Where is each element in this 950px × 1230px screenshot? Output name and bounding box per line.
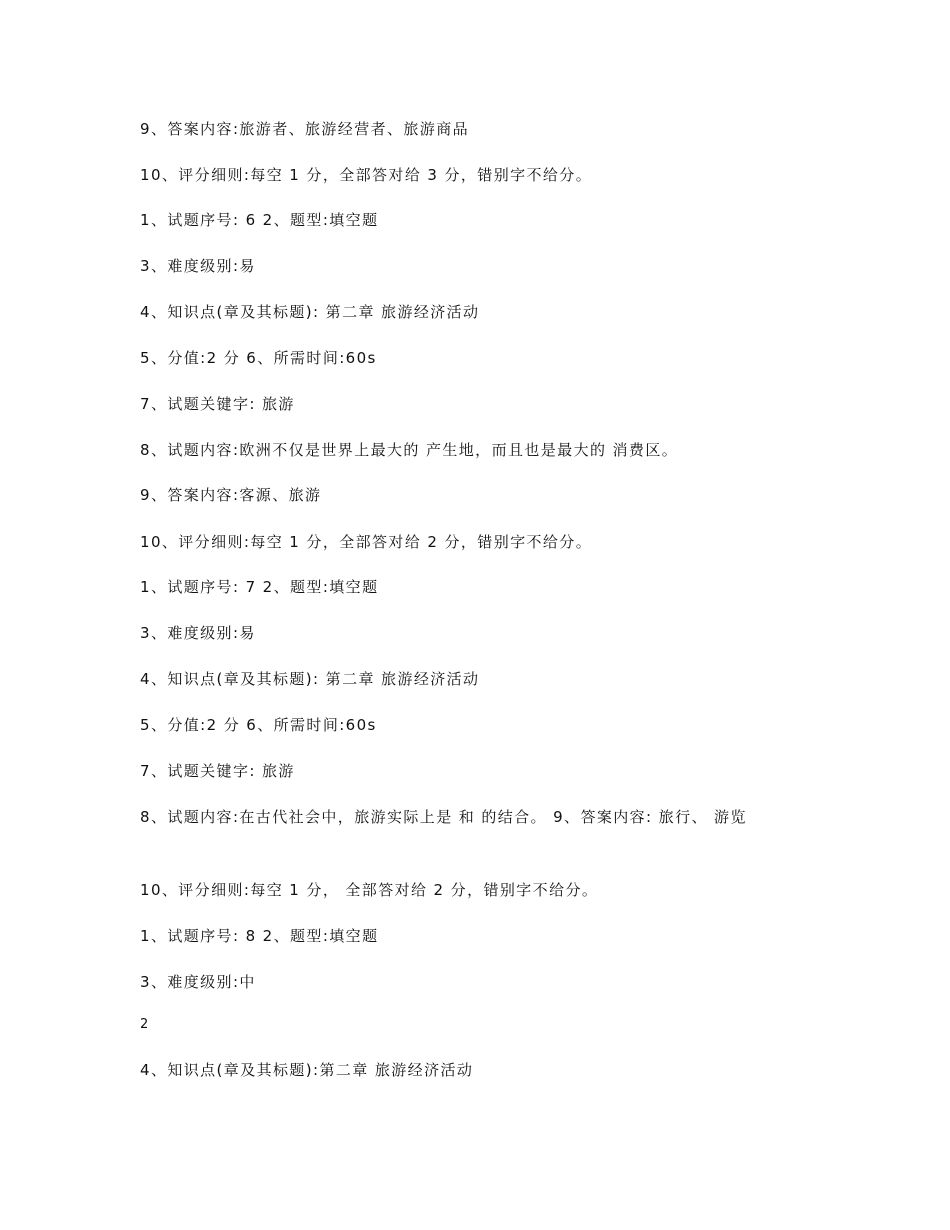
keyword-line: 7、试题关键字: 旅游 (140, 762, 295, 780)
scoring-rules-line: 10、评分细则:每空 1 分，全部答对给 2 分，错别字不给分。 (140, 533, 593, 551)
knowledge-point-line: 4、知识点(章及其标题):第二章 旅游经济活动 (140, 1061, 474, 1079)
question-content-line: 8、试题内容:在古代社会中，旅游实际上是 和 的结合。 9、答案内容: 旅行、 游览 (140, 808, 747, 826)
scoring-rules-line: 10、评分细则:每空 1 分，全部答对给 3 分，错别字不给分。 (140, 166, 593, 184)
page-number: 2 (140, 1017, 149, 1032)
score-time-line: 5、分值:2 分 6、所需时间:60s (140, 716, 377, 734)
question-number-line: 1、试题序号: 6 2、题型:填空题 (140, 211, 379, 229)
answer-content-line: 9、答案内容:旅游者、旅游经营者、旅游商品 (140, 120, 469, 138)
question-content-line: 8、试题内容:欧洲不仅是世界上最大的 产生地，而且也是最大的 消费区。 (140, 441, 679, 459)
scoring-rules-line: 10、评分细则:每空 1 分， 全部答对给 2 分，错别字不给分。 (140, 881, 599, 899)
question-number-line: 1、试题序号: 7 2、题型:填空题 (140, 578, 379, 596)
score-time-line: 5、分值:2 分 6、所需时间:60s (140, 349, 377, 367)
difficulty-line: 3、难度级别:中 (140, 973, 256, 991)
knowledge-point-line: 4、知识点(章及其标题): 第二章 旅游经济活动 (140, 670, 480, 688)
difficulty-line: 3、难度级别:易 (140, 624, 256, 642)
answer-content-line: 9、答案内容:客源、旅游 (140, 486, 322, 504)
difficulty-line: 3、难度级别:易 (140, 257, 256, 275)
question-number-line: 1、试题序号: 8 2、题型:填空题 (140, 927, 379, 945)
keyword-line: 7、试题关键字: 旅游 (140, 395, 295, 413)
knowledge-point-line: 4、知识点(章及其标题): 第二章 旅游经济活动 (140, 303, 480, 321)
